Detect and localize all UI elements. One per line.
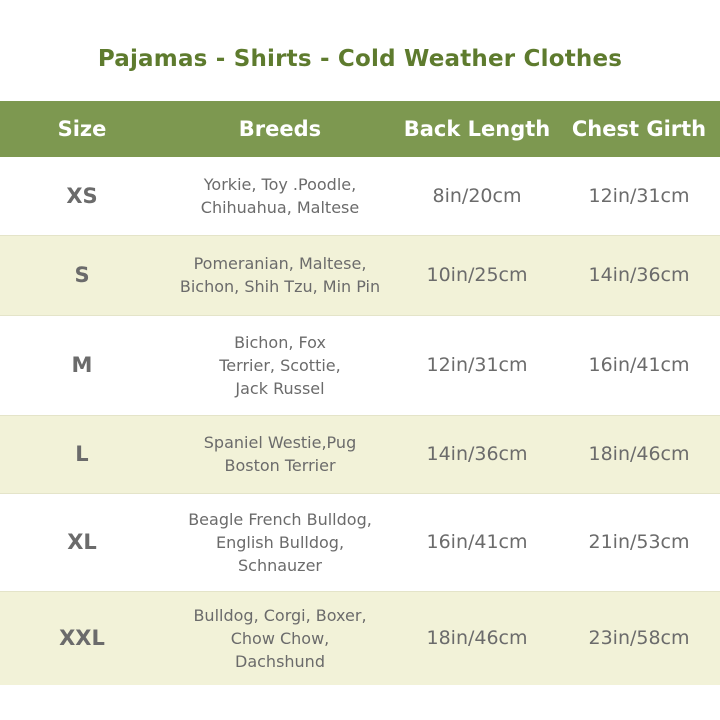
table-header	[0, 101, 720, 157]
cell-breeds: Yorkie, Toy .Poodle, Chihuahua, Maltese	[164, 157, 396, 235]
column-header-chest-girth: Chest Girth	[558, 101, 720, 157]
cell-size: XXL	[0, 591, 164, 685]
table-row	[0, 493, 720, 591]
column-header-size: Size	[0, 101, 164, 157]
cell-chest-girth: 14in/36cm	[558, 235, 720, 315]
cell-back-length: 18in/46cm	[396, 591, 558, 685]
cell-breeds: Bulldog, Corgi, Boxer, Chow Chow, Dachshund	[164, 591, 396, 685]
page-title: Pajamas - Shirts - Cold Weather Clothes	[97, 46, 623, 72]
cell-size: XL	[0, 493, 164, 591]
table-row	[0, 315, 720, 415]
table-row	[0, 157, 720, 235]
cell-size: M	[0, 315, 164, 415]
table-row	[0, 591, 720, 685]
cell-chest-girth: 21in/53cm	[558, 493, 720, 591]
cell-back-length: 8in/20cm	[396, 157, 558, 235]
cell-breeds: Pomeranian, Maltese, Bichon, Shih Tzu, Min Pin	[164, 235, 396, 315]
column-header-breeds: Breeds	[164, 101, 396, 157]
cell-chest-girth: 23in/58cm	[558, 591, 720, 685]
cell-breeds: Beagle French Bulldog, English Bulldog, Schnauzer	[164, 493, 396, 591]
table-body	[0, 157, 720, 685]
cell-breeds: Spaniel Westie,Pug Boston Terrier	[164, 415, 396, 493]
table-row	[0, 415, 720, 493]
column-header-back-length: Back Length	[396, 101, 558, 157]
cell-chest-girth: 18in/46cm	[558, 415, 720, 493]
size-chart-table	[0, 101, 720, 685]
cell-chest-girth: 12in/31cm	[558, 157, 720, 235]
cell-breeds: Bichon, Fox Terrier, Scottie, Jack Russel	[164, 315, 396, 415]
cell-back-length: 12in/31cm	[396, 315, 558, 415]
cell-back-length: 16in/41cm	[396, 493, 558, 591]
cell-back-length: 10in/25cm	[396, 235, 558, 315]
table-header-row	[0, 101, 720, 157]
table-row	[0, 235, 720, 315]
cell-size: L	[0, 415, 164, 493]
cell-size: XS	[0, 157, 164, 235]
cell-chest-girth: 16in/41cm	[558, 315, 720, 415]
cell-size: S	[0, 235, 164, 315]
cell-back-length: 14in/36cm	[396, 415, 558, 493]
